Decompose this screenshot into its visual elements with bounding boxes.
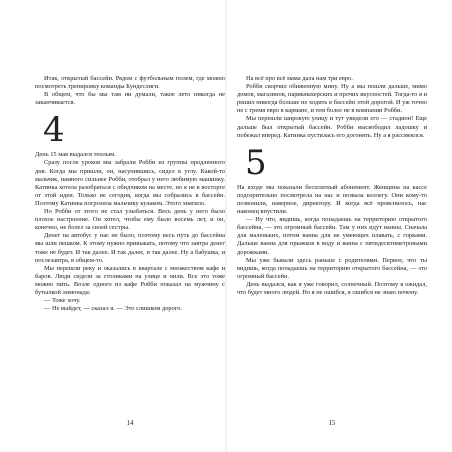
left-page (35, 75, 225, 313)
paragraph: На всё про всё мама дала нам три евро. (246, 75, 353, 82)
paragraph: Итак, открытый бассейн. Рядом с футбольным полем, где можно посмотреть тренировку команды Бундеслиги. (35, 75, 225, 91)
page-number-right: 15 (328, 420, 336, 427)
paragraph: Мы перешли реку и оказались в квартале с множеством кафе и баров. Люди сидели за столиками на улице и пили. Все это тоже можно пить. Возле одного из кафе Робби показал на мужчину с бутылкой лимонада: (35, 264, 225, 296)
paragraph: Мы перешли широкую улицу и тут увидели его — стадион! Еще дальше был открытый бассейн. Робби высвободил ладошку и побежал вперед. Катинка пустилась его догонять. Ну а я рассмеялся. (237, 115, 427, 139)
paragraph: День выдался, как я уже говорил, солнечный. Поэтому я ожидал, что будет много людей. Но я не ошибся, я ошибся не знаю почему. (237, 280, 427, 296)
paragraph: Мы уже бывали здесь раньше с родителями. Первое, что ты видишь, когда попадаешь на территорию открытого бассейна, — это огромный бассейн. (237, 256, 427, 280)
chapter-number: 5 (245, 142, 267, 183)
paragraph: В общем, что бы мы там ни думали, такое лето никогда не заканчивается. (35, 91, 225, 107)
book-gutter (225, 0, 227, 452)
right-page (237, 75, 427, 297)
paragraph: День 15 мая выдался теплым. (35, 151, 116, 159)
paragraph: — Тоже хочу. (44, 297, 81, 305)
paragraph: Денег на автобус у нас не было, поэтому весь путь до бассейна мы шли пешком. К этому нужно привыкать, потому что завтра денег тоже не будет. И так далее. И так далее, и так далее. Ну а бабушка, и послезавтра, в общем-то. (35, 232, 225, 264)
chapter-number: 4 (43, 110, 65, 151)
page-number-left: 14 (126, 420, 134, 427)
paragraph: Сразу после уроков мы забрали Робби из группы продленного дня. Когда мы пришли, он, насупившись, сидел в углу. Какой-то мальчик, намного сильнее Робби, отобрал у него любимую машинку. Катинка хотела разобраться с обидчиком на месте, но я не в восторге от этой идеи. Только не сегодня, когда мы собрались в бассейн. Поэтому Катинка погрозила мальчику кулаком. Этого хватило. (35, 159, 225, 207)
paragraph: На входе мы показали бесплатный абонемент. Женщина на кассе подозрительно посмотрела на нас и позвала коллегу. Они кому-то позвонили, наверное, директору. И когда всё прояснилось, нас наконец впустили. (237, 183, 427, 216)
paragraph: — Ну что, видишь, когда попадаешь на территорию открытого бассейна, — это огромный бассейн. Там у них идут ванны. Сначала для маленьких, потом ванна для не умеющих плавать, с горками. Дальше ванна для прыжков в воду и ванна с пятидесятиметровыми дорожками. (237, 216, 427, 256)
paragraph: Но Робби от этого не стал улыбаться. Весь день у него было плохое настроение. Он хотел, чтобы ему было восемь лет, и он, конечно, не болел за своей сестры. (35, 208, 225, 232)
paragraph: Робби скорчил обиженную мину. Ну а мы пошли дальше, мимо домов, магазинов, парикмахерских и прочих вкусностей. Тогда-то я и решил никогда больше не ходить в бассейн этой дорогой. И уж точно не с тремя евро в кармане, и тем более не в компании Робби. (237, 83, 427, 115)
paragraph: — Не выйдет, — сказал я. — Это слишком дорого. (44, 305, 183, 313)
